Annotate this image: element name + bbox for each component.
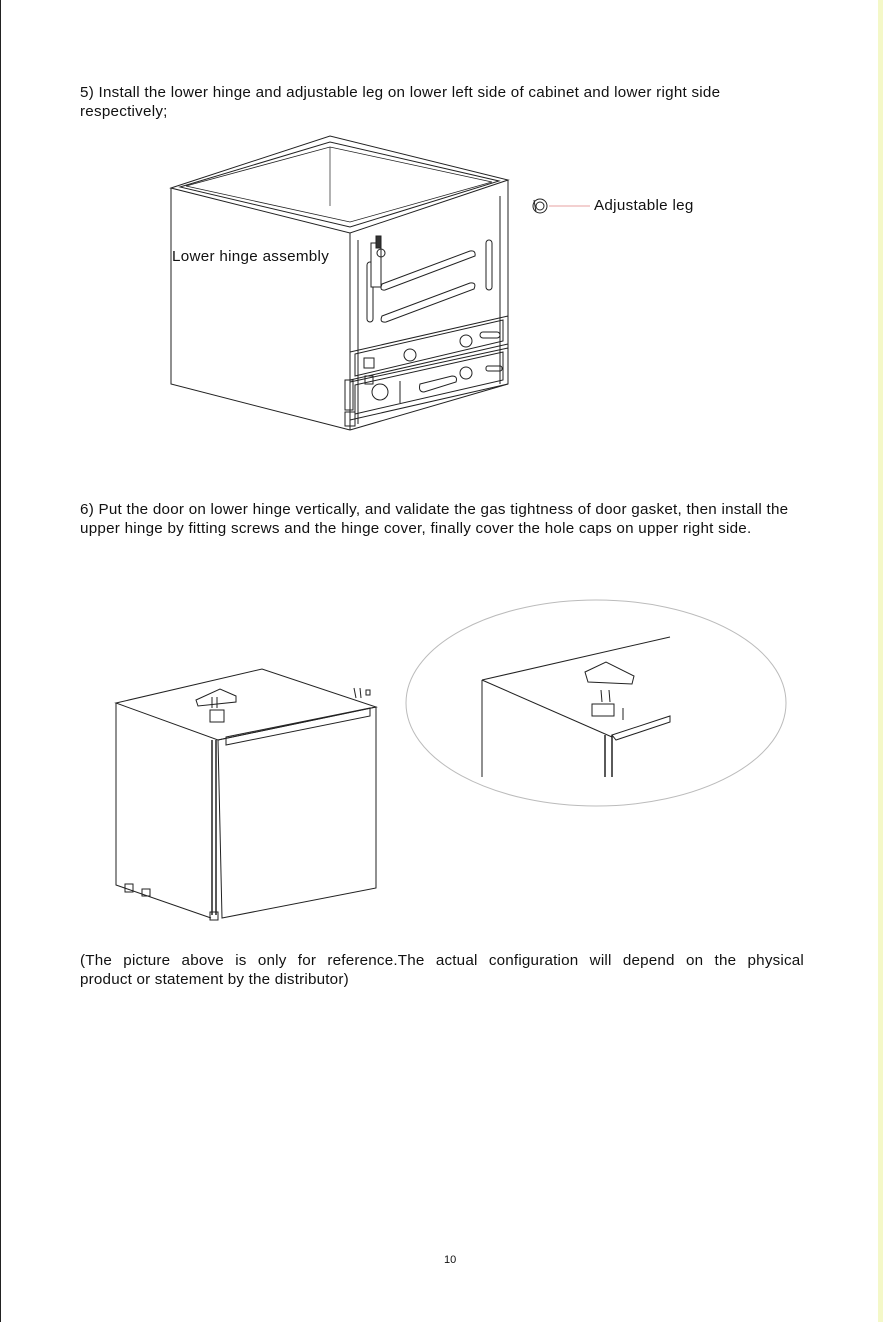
reference-note (80, 951, 804, 989)
adjustable-leg-label: Adjustable leg (594, 197, 694, 214)
step-6-instruction: 6) Put the door on lower hinge vertically, and validate the gas tightness of door gasket, then install the upper hinge by fitting screws and the hinge cover, finally cover the hole caps on upper right side. (80, 501, 789, 537)
lower-hinge-assembly-label: Lower hinge assembly (172, 248, 330, 265)
reference-note-line-2: product or statement by the distributor) (80, 971, 349, 988)
page-number: 10 (444, 1254, 457, 1266)
reference-note-line-1: (The picture above is only for reference.The actual configuration will depend on the physical (80, 952, 804, 969)
step-5-instruction: 5) Install the lower hinge and adjustable leg on lower left side of cabinet and lower right side respectively; (80, 84, 721, 120)
